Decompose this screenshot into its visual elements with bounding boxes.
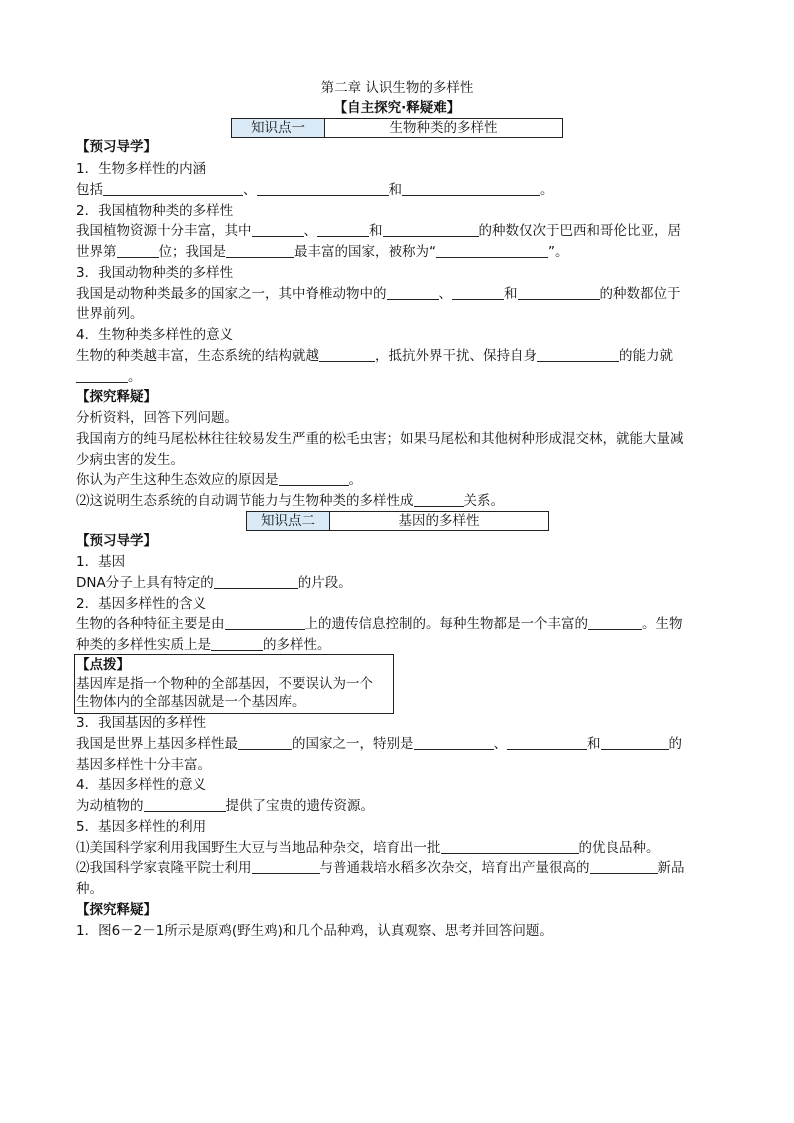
g2-line-2: 种类的多样性实质上是 的多样性。 bbox=[76, 637, 331, 653]
fill-blank[interactable] bbox=[238, 735, 292, 750]
fill-blank[interactable] bbox=[252, 859, 320, 874]
fill-blank[interactable] bbox=[257, 181, 389, 196]
p3-title: 3．我国动物种类的多样性 bbox=[76, 265, 234, 281]
knowledge-point-1-title: 生物种类的多样性 bbox=[389, 120, 498, 136]
fill-blank[interactable] bbox=[588, 615, 642, 630]
fill-blank[interactable] bbox=[436, 243, 548, 258]
fill-blank[interactable] bbox=[402, 181, 540, 196]
e1-line-1: 分析资料，回答下列问题。 bbox=[76, 410, 238, 426]
e1-line-5: ⑵这说明生态系统的自动调节能力与生物种类的多样性成 关系。 bbox=[76, 493, 504, 509]
g3-title: 3．我国基因的多样性 bbox=[76, 715, 207, 731]
p2-title: 2．我国植物种类的多样性 bbox=[76, 203, 234, 219]
fill-blank[interactable] bbox=[211, 636, 263, 651]
fill-blank[interactable] bbox=[319, 347, 375, 362]
e1-line-3: 少病虫害的发生。 bbox=[76, 452, 184, 468]
g5-line-3: 种。 bbox=[76, 881, 103, 897]
g5-title: 5．基因多样性的利用 bbox=[76, 819, 207, 835]
knowledge-point-2-label: 知识点二 bbox=[247, 512, 330, 530]
fill-blank[interactable] bbox=[518, 285, 600, 300]
e1-line-2: 我国南方的纯马尾松林往往较易发生严重的松毛虫害；如果马尾松和其他树种形成混交林，就能大量减 bbox=[76, 431, 684, 447]
g2-line-1: 生物的各种特征主要是由 上的遗传信息控制的。每种生物都是一个丰富的 。生物 bbox=[76, 616, 683, 632]
p2-line-1: 我国植物资源十分丰富，其中 、 和 的种数仅次于巴西和哥伦比亚，居 bbox=[76, 223, 681, 239]
g1-line: DNA分子上具有特定的 的片段。 bbox=[76, 575, 352, 591]
p2-line-2: 世界第 位；我国是 最丰富的国家，被称为“ ”。 bbox=[76, 244, 569, 260]
fill-blank[interactable] bbox=[279, 471, 349, 486]
explore-heading-1: 【探究释疑】 bbox=[76, 389, 157, 405]
p4-line-1: 生物的种类越丰富，生态系统的结构就越 ，抵抗外界干扰、保持自身 的能力就 bbox=[76, 348, 673, 364]
g5-line-2: ⑵我国科学家袁隆平院士利用 与普通栽培水稻多次杂交，培育出产量很高的 新品 bbox=[76, 860, 685, 876]
fill-blank[interactable] bbox=[117, 243, 159, 258]
p1-line: 包括 、 和 。 bbox=[76, 182, 554, 198]
knowledge-point-2-box bbox=[246, 511, 549, 531]
g2-title: 2．基因多样性的含义 bbox=[76, 596, 207, 612]
g4-title: 4．基因多样性的意义 bbox=[76, 777, 207, 793]
knowledge-point-2-title: 基因的多样性 bbox=[398, 513, 480, 529]
fill-blank[interactable] bbox=[383, 222, 479, 237]
fill-blank[interactable] bbox=[507, 735, 587, 750]
fill-blank[interactable] bbox=[317, 222, 369, 237]
fill-blank[interactable] bbox=[76, 368, 128, 383]
g1-title: 1．基因 bbox=[76, 554, 126, 570]
fill-blank[interactable] bbox=[590, 859, 658, 874]
tip-line-1: 基因库是指一个物种的全部基因，不要误认为一个 bbox=[76, 676, 373, 692]
g3-line-2: 基因多样性十分丰富。 bbox=[76, 757, 211, 773]
knowledge-point-1-label: 知识点一 bbox=[232, 119, 325, 137]
explore-heading-2: 【探究释疑】 bbox=[76, 902, 157, 918]
fill-blank[interactable] bbox=[214, 574, 298, 589]
preview-heading-1: 【预习导学】 bbox=[76, 139, 157, 155]
chapter-title: 第二章 认识生物的多样性 bbox=[320, 80, 474, 96]
g4-line: 为动植物的 提供了宝贵的遗传资源。 bbox=[76, 798, 374, 814]
section-subtitle: 【自主探究·释疑难】 bbox=[333, 100, 461, 116]
fill-blank[interactable] bbox=[144, 797, 226, 812]
fill-blank[interactable] bbox=[452, 285, 504, 300]
fill-blank[interactable] bbox=[441, 839, 579, 854]
fill-blank[interactable] bbox=[103, 181, 243, 196]
fill-blank[interactable] bbox=[537, 347, 619, 362]
p1-title: 1．生物多样性的内涵 bbox=[76, 161, 207, 177]
fill-blank[interactable] bbox=[387, 285, 439, 300]
tip-line-2: 生物体内的全部基因就是一个基因库。 bbox=[76, 694, 306, 710]
g3-line-1: 我国是世界上基因多样性最 的国家之一，特别是 、 和 的 bbox=[76, 736, 682, 752]
e1-line-4: 你认为产生这种生态效应的原因是 。 bbox=[76, 472, 362, 488]
fill-blank[interactable] bbox=[225, 615, 305, 630]
fill-blank[interactable] bbox=[226, 243, 294, 258]
tip-title: 【点拨】 bbox=[76, 657, 130, 673]
fill-blank[interactable] bbox=[252, 222, 304, 237]
p4-line-2: 。 bbox=[76, 367, 142, 387]
knowledge-point-1-box bbox=[231, 118, 563, 138]
preview-heading-2: 【预习导学】 bbox=[76, 533, 157, 549]
fill-blank[interactable] bbox=[601, 735, 669, 750]
p3-line-2: 世界前列。 bbox=[76, 306, 144, 322]
p3-line-1: 我国是动物种类最多的国家之一，其中脊椎动物中的 、 和 的种数都位于 bbox=[76, 286, 681, 302]
fill-blank[interactable] bbox=[414, 492, 464, 507]
g5-line-1: ⑴美国科学家利用我国野生大豆与当地品种杂交，培育出一批 的优良品种。 bbox=[76, 840, 660, 856]
fill-blank[interactable] bbox=[414, 735, 494, 750]
question-1: 1．图6－2－1所示是原鸡(野生鸡)和几个品种鸡，认真观察、思考并回答问题。 bbox=[76, 923, 553, 939]
p4-title: 4．生物种类多样性的意义 bbox=[76, 327, 234, 343]
